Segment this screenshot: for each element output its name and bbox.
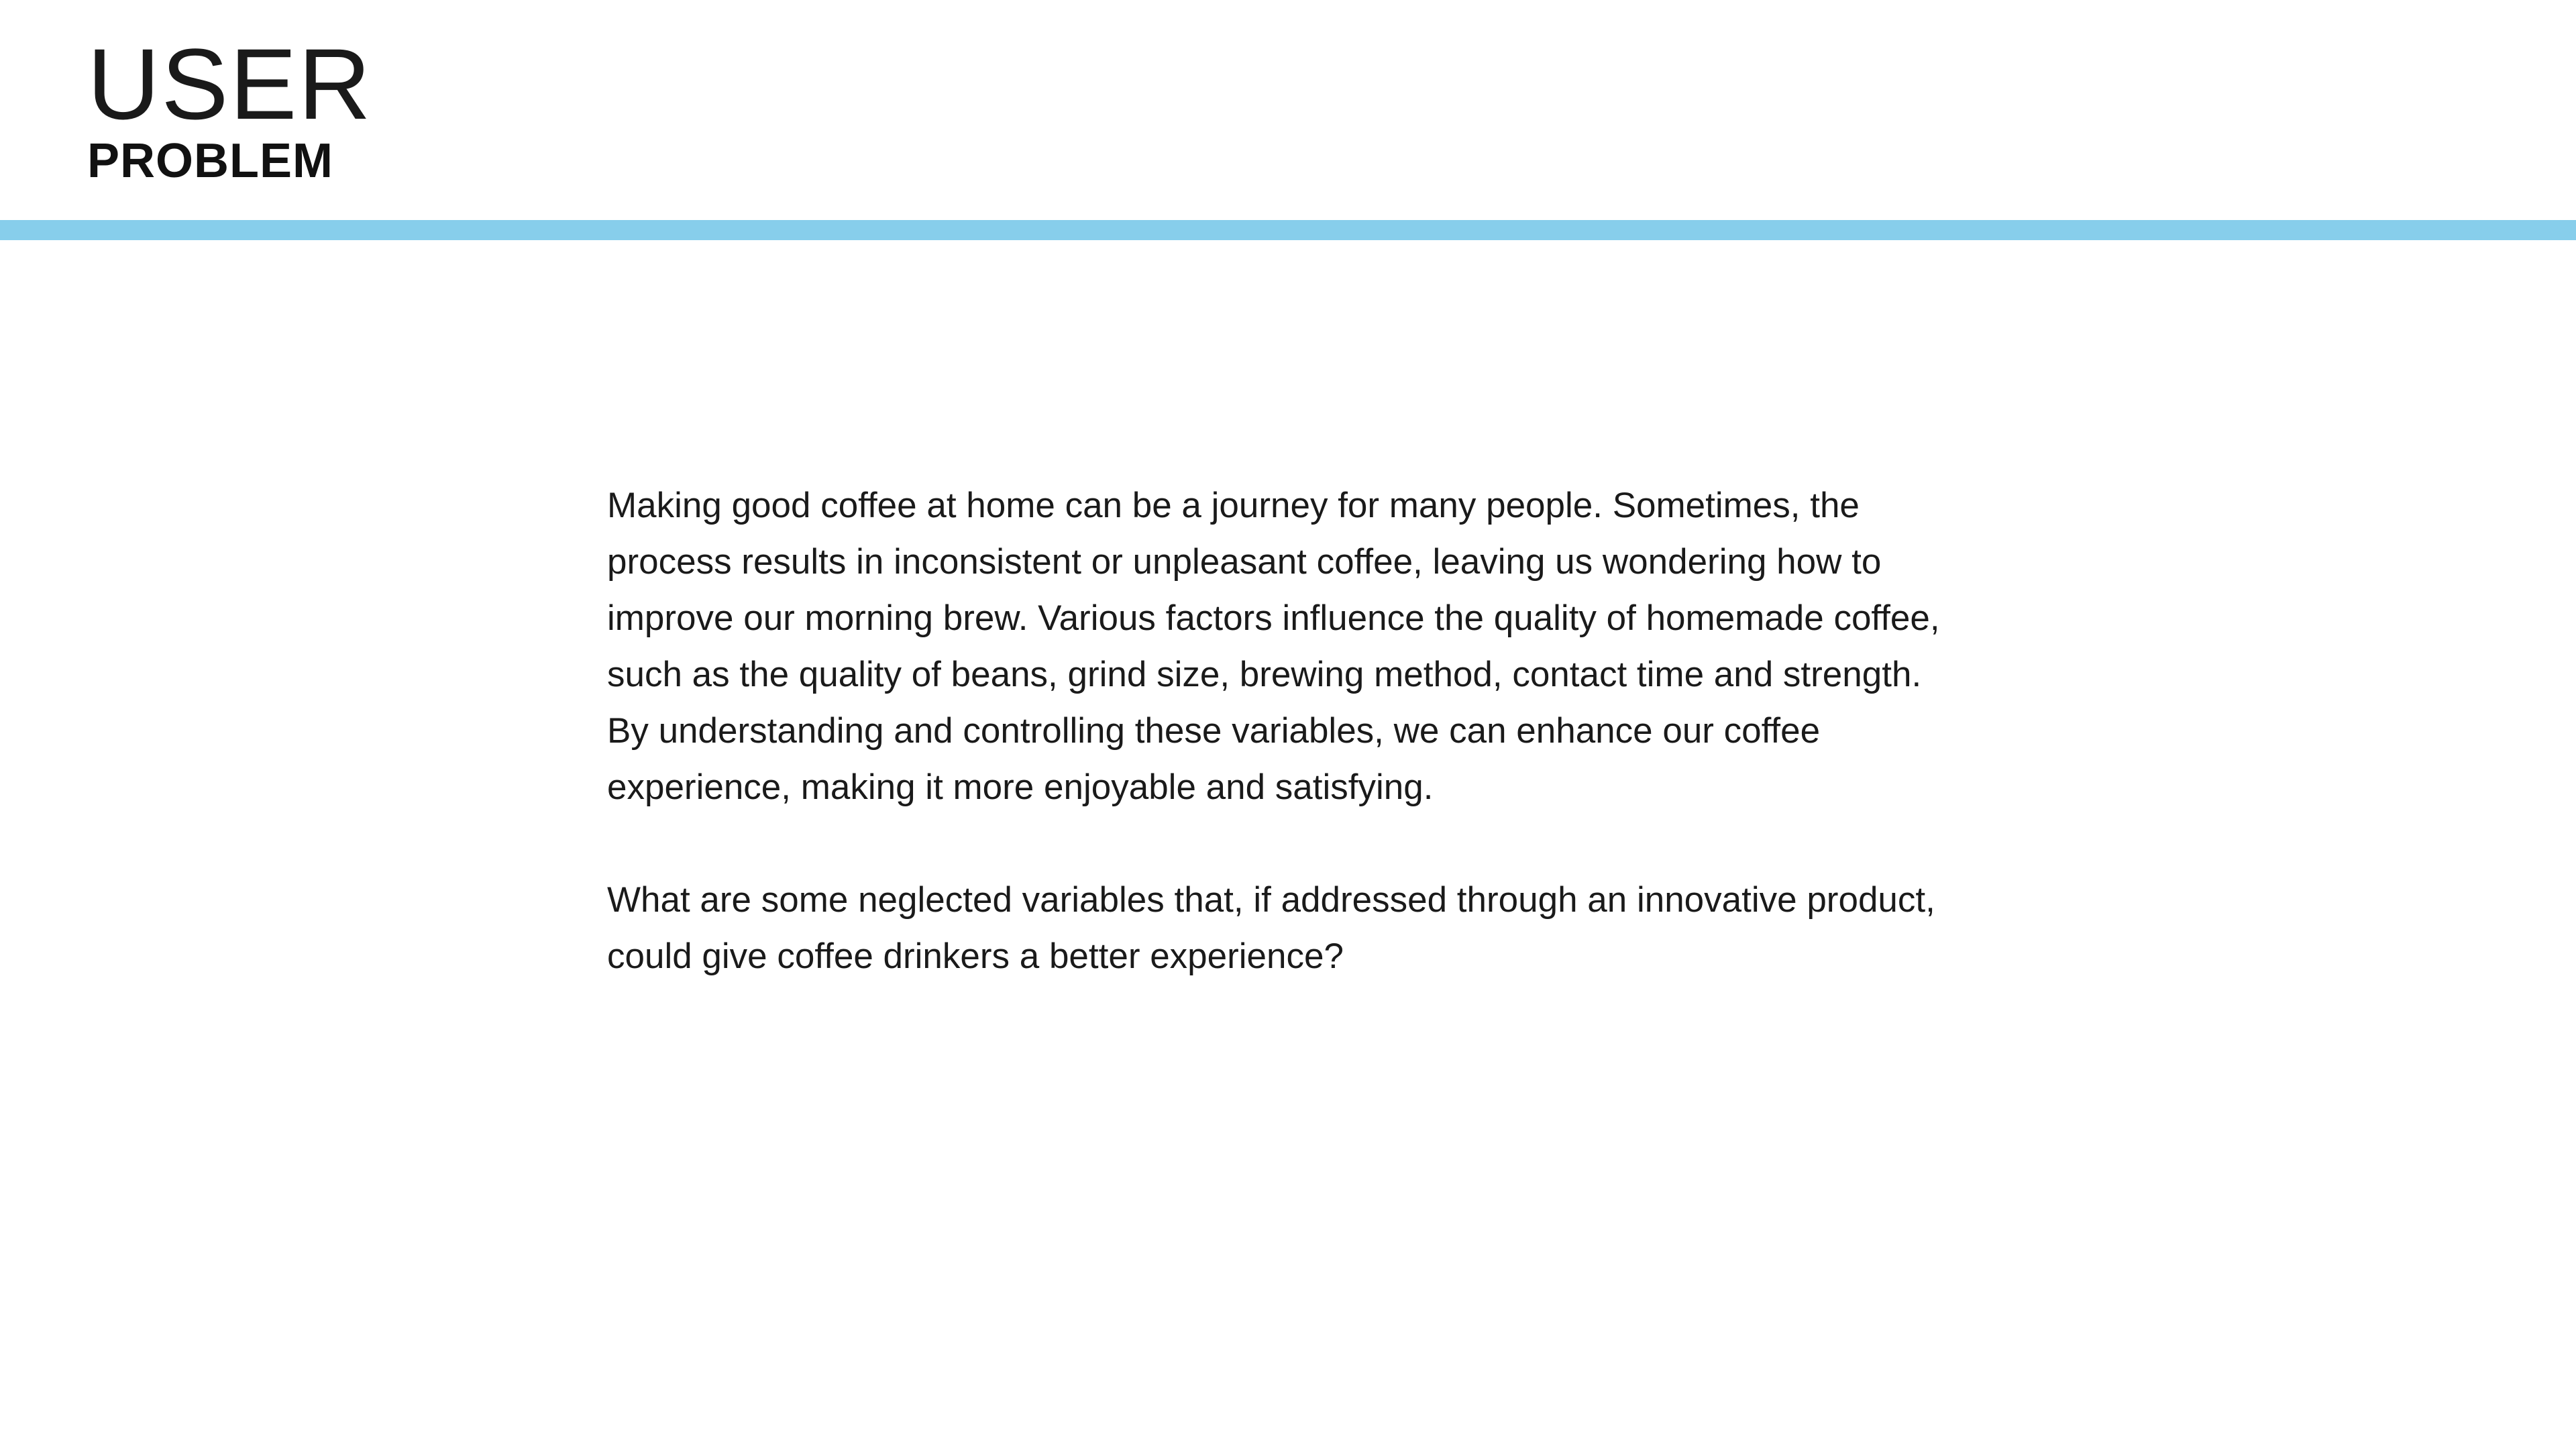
body-text: [607, 478, 1949, 1041]
heading-line-problem: PROBLEM: [87, 134, 333, 188]
body-paragraph-intro: Making good coffee at home can be a journey for many people. Sometimes, the process results in inconsistent or unpleasant coffee, leaving us wondering how to improve our morning brew. Various factors influence the quality of homemade coffee, such as the quality of beans, grind size, brewing method, contact time and strength. By understanding and controlling these variables, we can enhance our coffee experience, making it more enjoyable and satisfying.: [607, 486, 1940, 807]
body-paragraph-question: What are some neglected variables that, if addressed through an innovative product, could give coffee drinkers a better experience?: [607, 880, 1935, 976]
slide-heading: [87, 28, 372, 188]
accent-divider: [0, 220, 2576, 240]
heading-line-user: USER: [87, 28, 372, 140]
